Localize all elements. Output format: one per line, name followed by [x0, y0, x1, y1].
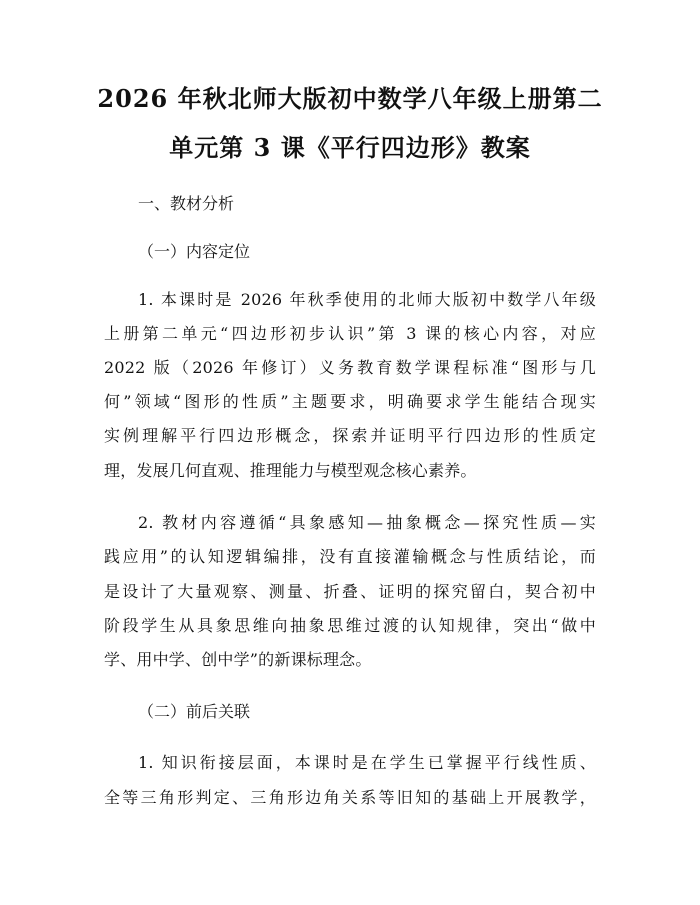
paragraph-line: 何”领域“图形的性质”主题要求，明确要求学生能结合现实 — [104, 392, 596, 411]
subsection-heading: （一）内容定位 — [138, 242, 251, 261]
paragraph-line: 理，发展几何直观、推理能力与模型观念核心素养。 — [104, 461, 477, 480]
subsection-heading: （二）前后关联 — [138, 702, 251, 721]
paragraph-line: 1. 知识衔接层面，本课时是在学生已掌握平行线性质、 — [138, 753, 596, 772]
section-heading: 一、教材分析 — [138, 194, 235, 213]
document-title-line-2: 单元第 3 课《平行四边形》教案 — [169, 133, 531, 162]
document-title-line-1: 2026 年秋北师大版初中数学八年级上册第二 — [97, 84, 603, 113]
paragraph-line: 全等三角形判定、三角形边角关系等旧知的基础上开展教学， — [104, 788, 596, 807]
paragraph-line: 2. 教材内容遵循“具象感知—抽象概念—探究性质—实 — [138, 513, 596, 532]
paragraph-line: 2022 版（2026 年修订）义务教育数学课程标准“图形与几 — [104, 358, 596, 377]
paragraph-line: 是设计了大量观察、测量、折叠、证明的探究留白，契合初中 — [104, 582, 596, 601]
paragraph-line: 践应用”的认知逻辑编排，没有直接灌输概念与性质结论，而 — [104, 547, 596, 566]
paragraph-line: 学、用中学、创中学”的新课标理念。 — [104, 650, 372, 669]
paragraph-line: 1. 本课时是 2026 年秋季使用的北师大版初中数学八年级 — [138, 290, 596, 309]
paragraph-line: 实例理解平行四边形概念，探索并证明平行四边形的性质定 — [104, 426, 596, 445]
paragraph-line: 阶段学生从具象思维向抽象思维过渡的认知规律，突出“做中 — [104, 616, 596, 635]
paragraph-line: 上册第二单元“四边形初步认识”第 3 课的核心内容，对应 — [104, 324, 596, 343]
